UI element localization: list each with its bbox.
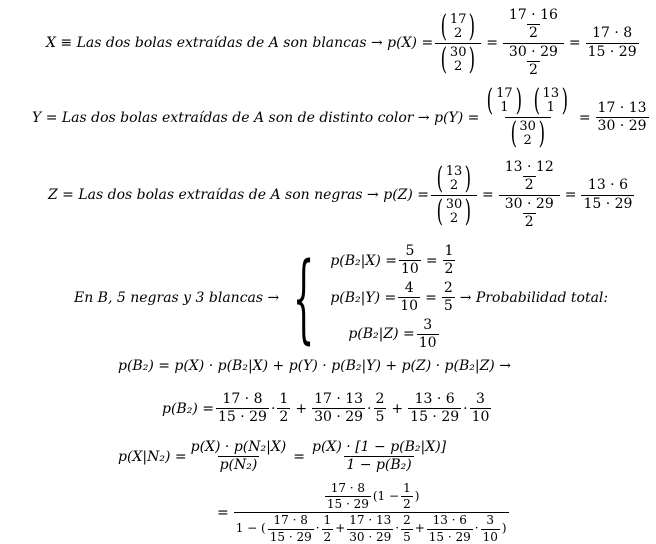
urn-b-conditionals	[74, 241, 609, 354]
case-given-z: p(B₂|Z) = $\frac{3}{10}$	[348, 316, 437, 351]
equation-x-statement: X ≡ Las dos bolas extraídas de A son blancas → p(X) =	[46, 35, 434, 52]
equation-z-statement: Z = Las dos bolas extraídas de A son negras → p(Z) =	[48, 187, 430, 204]
case-given-y: p(B₂|Y) = $\frac{4}{10}$ = $\frac{2}{5}$ → Probabilidad total:	[330, 279, 609, 315]
pz-result-fraction: $\frac{13 \cdot 6}{15 \cdot 29}$	[583, 177, 633, 212]
pb2-value: p(B₂) = $\frac{17 \cdot 8}{15 \cdot 29}$ · $\frac{1}{2}$ + $\frac{17 \cdot 13}{30 \cdot 29}$ · $\frac{2}{5}$ + $\frac{13 \cdot 6}{15 \cdot 29}$ · $\frac{3}{10}$	[162, 391, 490, 426]
equation-y-statement: Y = Las dos bolas extraídas de A son de distinto color → p(Y) =	[32, 109, 480, 126]
conditional-cases	[279, 241, 609, 354]
px-result-fraction: $\frac{17 \cdot 8}{15 \cdot 29}$	[587, 25, 637, 60]
px-binomial-fraction: ( 17 2 ) ( 30 2 )	[435, 12, 481, 75]
total-probability-note: → Probabilidad total:	[459, 289, 609, 306]
equation-x: X ≡ Las dos bolas extraídas de A son blancas → p(X) = ( 17 2 ) ( 30 2 ) = $\frac{\frac{17 \cdot 16}{2}}{\frac{30 \cdot 29}{2}}$ = $\frac{17 \cdot 8}{15 \cdot 29}$	[46, 7, 637, 79]
py-binomial-fraction: ( 17 1 ) ( 13 1 ) ( 30 2 )	[487, 83, 569, 151]
case-given-x: p(B₂|X) = $\frac{5}{10}$ = $\frac{1}{2}$	[330, 243, 454, 278]
left-brace: {	[293, 241, 315, 354]
pz-binomial-fraction: ( 13 2 ) ( 30 2 )	[431, 164, 477, 227]
py-result-fraction: $\frac{17 \cdot 13}{30 \cdot 29}$	[597, 99, 647, 134]
bayes-final-fraction: = $\frac{17 \cdot 8}{15 \cdot 29}$ (1 − $\frac{1}{2}$ ) 1 − ( $\frac{17 \cdot 8}{15 \cdot 29}$ · $\frac{1}{2}$ + $\frac{17 \cdot 13}{30 \cdot 29}$ · $\frac{2}{5}$ + $\frac{13 \cdot 6}{15 \cdot 29}$ · $\frac{3}{10}$ )	[217, 481, 507, 544]
equation-z: Z = Las dos bolas extraídas de A son negras → p(Z) = ( 13 2 ) ( 30 2 ) = $\frac{\frac{13 \cdot 12}{2}}{\frac{30 \cdot 29}{2}}$ = $\frac{13 \cdot 6}{15 \cdot 29}$	[48, 159, 633, 231]
bayes-formula: p(X|N₂) = $\frac{\text{p(X) · p(N₂|X)}}{\text{p(N₂)}}$ = $\frac{\text{p(X) · [1 − p(B₂|X)]}}{\text{1 − p(B₂)}}$	[118, 439, 447, 474]
urn-b-statement: En B, 5 negras y 3 blancas →	[74, 289, 280, 306]
px-expanded-fraction: $\frac{\frac{17 \cdot 16}{2}}{\frac{30 \cdot 29}{2}}$	[503, 8, 564, 79]
equation-y: Y = Las dos bolas extraídas de A son de distinto color → p(Y) = ( 17 1 ) ( 13 1 ) ( 30 2 ) = $\frac{17 \cdot 13}{30 \cdot 29}$	[32, 83, 647, 151]
pz-expanded-fraction: $\frac{\frac{13 \cdot 12}{2}}{\frac{30 \cdot 29}{2}}$	[499, 160, 560, 231]
total-probability-formula: p(B₂) = p(X) · p(B₂|X) + p(Y) · p(B₂|Y) + p(Z) · p(B₂|Z) →	[118, 358, 511, 374]
